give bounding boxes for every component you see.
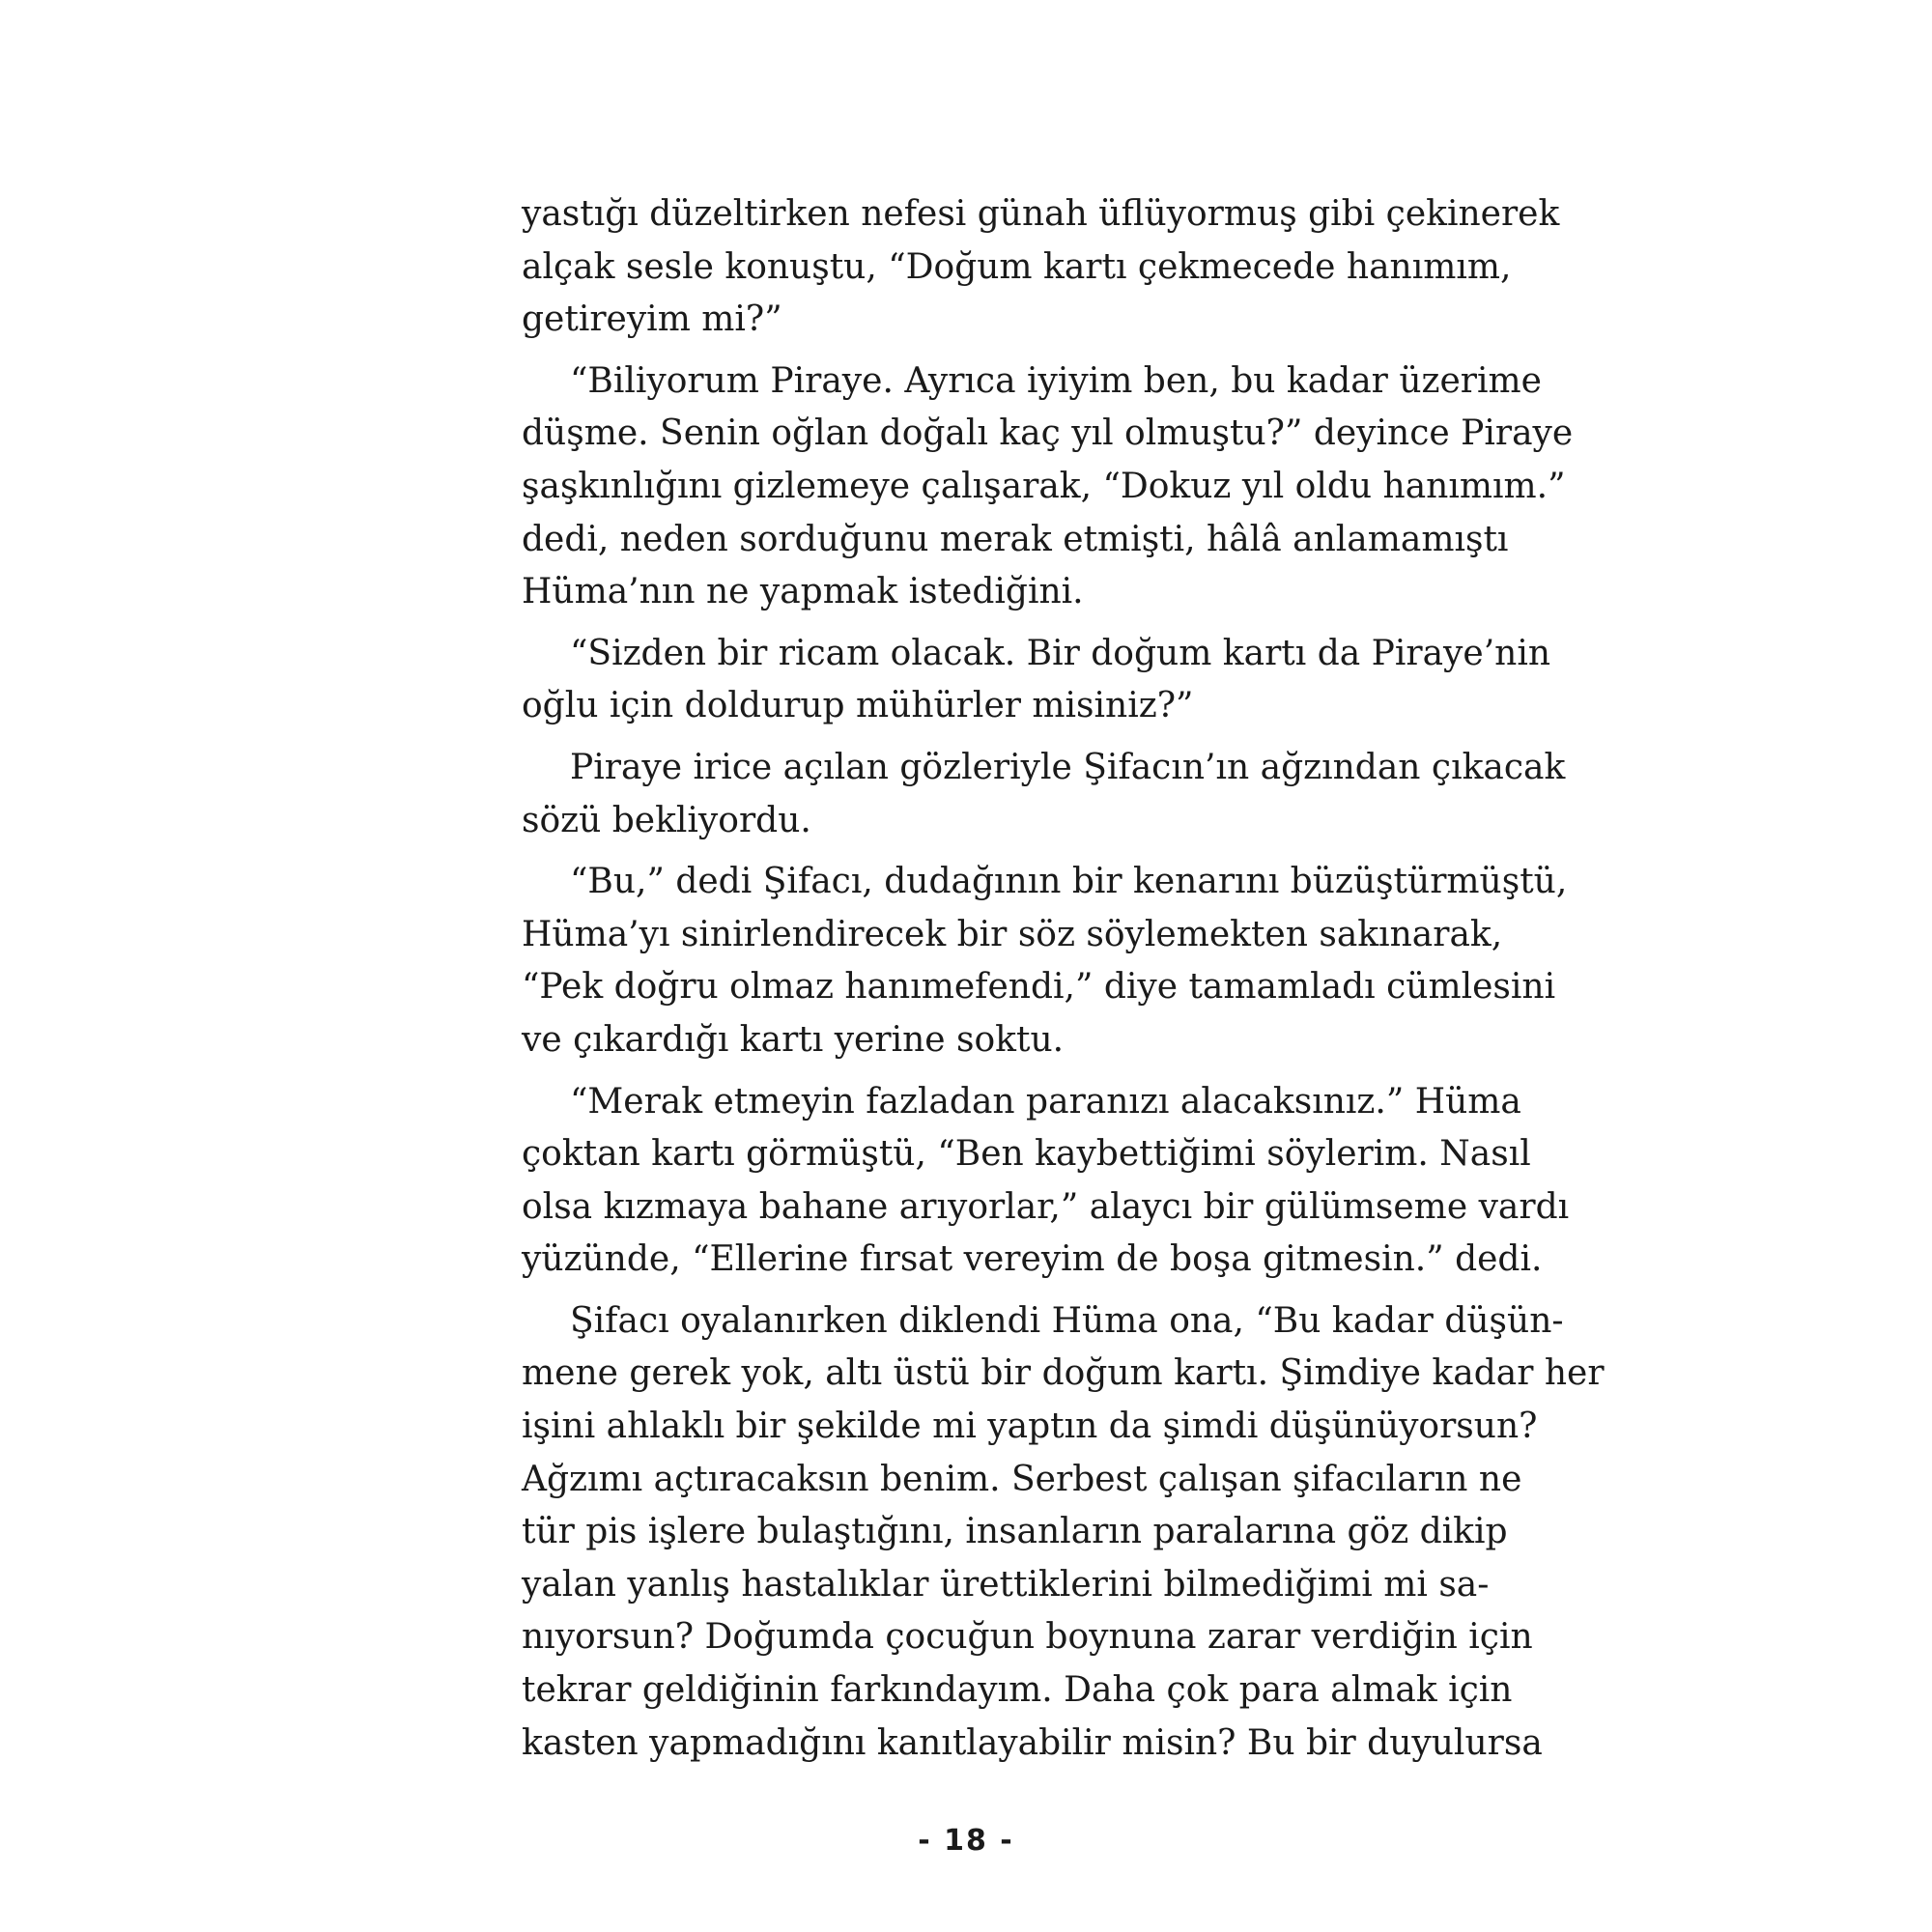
text-line: oğlu için doldurup mühürler misiniz?” <box>522 686 1194 726</box>
paragraph <box>522 628 1551 733</box>
text-line: “Merak etmeyin fazladan paranızı alacaksınız.” Hüma <box>570 1081 1521 1122</box>
text-line: yüzünde, “Ellerine fırsat vereyim de boşa gitmesin.” dedi. <box>522 1239 1543 1280</box>
paragraph <box>522 188 1560 347</box>
text-line: kasten yapmadığını kanıtlayabilir misin? Bu bir duyulursa <box>522 1722 1543 1763</box>
text-line: Ağzımı açtıracaksın benim. Serbest çalışan şifacıların ne <box>522 1459 1522 1499</box>
text-line: yalan yanlış hastalıklar ürettiklerini bilmediğimi mi sa- <box>522 1564 1490 1605</box>
text-line: “Sizden bir ricam olacak. Bir doğum kartı da Piraye’nin <box>570 633 1551 673</box>
text-line: tür pis işlere bulaştığını, insanların paralarına göz dikip <box>522 1512 1508 1552</box>
text-line: çoktan kartı görmüştü, “Ben kaybettiğimi söylerim. Nasıl <box>522 1134 1531 1175</box>
text-line: düşme. Senin oğlan doğalı kaç yıl olmuştu?” deyince Piraye <box>522 413 1574 454</box>
text-line: yastığı düzeltirken nefesi günah üflüyormuş gibi çekinerek <box>522 194 1560 234</box>
paragraph <box>522 742 1566 847</box>
text-line: dedi, neden sorduğunu merak etmişti, hâlâ anlamamıştı <box>522 519 1509 559</box>
text-line: “Biliyorum Piraye. Ayrıca iyiyim ben, bu kadar üzerime <box>570 360 1542 401</box>
paragraph <box>522 355 1574 619</box>
body-text <box>522 188 1605 1778</box>
text-line: tekrar geldiğinin farkındayım. Daha çok para almak için <box>522 1670 1513 1711</box>
text-line: mene gerek yok, altı üstü bir doğum kartı. Şimdiye kadar her <box>522 1353 1605 1394</box>
text-line: nıyorsun? Doğumda çocuğun boynuna zarar verdiğin için <box>522 1617 1533 1658</box>
text-line: getireyim mi?” <box>522 299 782 340</box>
text-line: Hüma’yı sinirlendirecek bir söz söylemekten sakınarak, <box>522 914 1503 954</box>
text-line: alçak sesle konuştu, “Doğum kartı çekmecede hanımım, <box>522 246 1512 287</box>
text-line: Piraye irice açılan gözleriyle Şifacın’ın ağzından çıkacak <box>570 747 1566 787</box>
text-line: şaşkınlığını gizlemeye çalışarak, “Dokuz yıl oldu hanımım.” <box>522 466 1566 506</box>
paragraph <box>522 1295 1605 1770</box>
text-line: işini ahlaklı bir şekilde mi yaptın da şimdi düşünüyorsun? <box>522 1406 1538 1447</box>
text-line: ve çıkardığı kartı yerine soktu. <box>522 1019 1065 1060</box>
text-line: “Pek doğru olmaz hanımefendi,” diye tamamladı cümlesini <box>522 967 1556 1008</box>
text-line: sözü bekliyordu. <box>522 800 811 840</box>
page-number: - 18 - <box>918 1824 1014 1858</box>
text-line: olsa kızmaya bahane arıyorlar,” alaycı bir gülümseme vardı <box>522 1186 1570 1227</box>
text-line: Şifacı oyalanırken diklendi Hüma ona, “Bu kadar düşün- <box>570 1300 1564 1341</box>
text-line: “Bu,” dedi Şifacı, dudağının bir kenarını büzüştürmüştü, <box>570 862 1568 902</box>
text-line: Hüma’nın ne yapmak istediğini. <box>522 572 1084 612</box>
paragraph <box>522 1076 1570 1287</box>
paragraph <box>522 856 1568 1066</box>
